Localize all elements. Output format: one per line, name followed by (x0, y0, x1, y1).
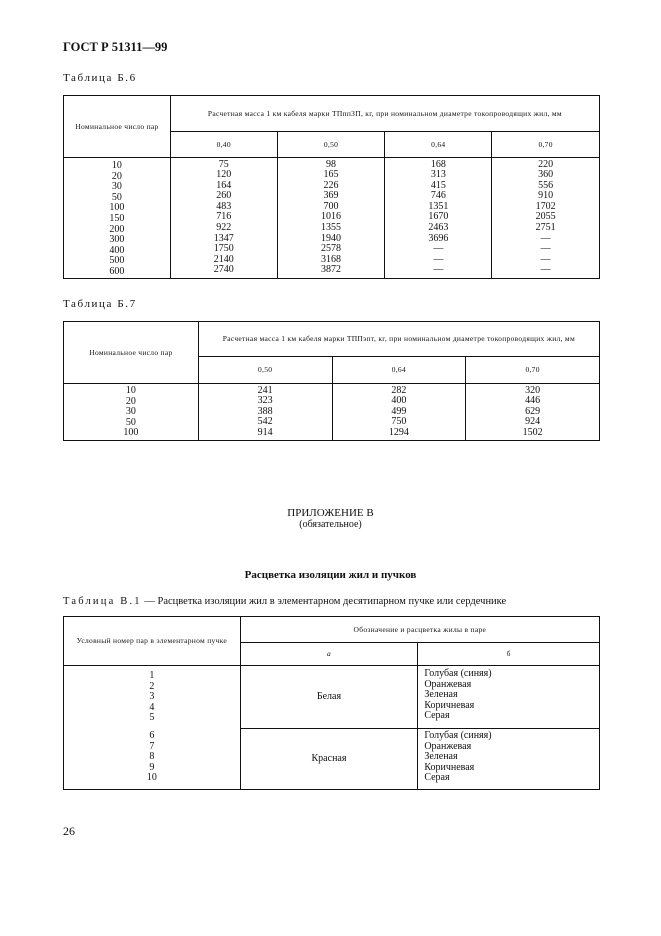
table-b6-diameter: 0,50 (277, 132, 385, 158)
table-cell: 750 (391, 416, 407, 428)
table-v1-caption (63, 596, 506, 607)
table-cell: — (540, 264, 551, 276)
table-cell: 241 (257, 384, 273, 396)
table-cell: 150 (109, 212, 125, 224)
table-cell: 910 (538, 190, 554, 202)
table-cell: 20 (111, 170, 122, 182)
table-cell: 924 (525, 416, 541, 428)
table-cell: 1347 (213, 232, 234, 244)
table-cell: 415 (430, 179, 446, 191)
table-cell: 369 (323, 190, 339, 202)
table-cell: 10 (125, 385, 136, 396)
table-cell: 700 (323, 200, 339, 212)
page-header: ГОСТ Р 51311—99 (63, 40, 168, 54)
table-cell: 164 (216, 179, 232, 191)
table-v1-caption-text: — Расцветка изоляции жил в элементарном десятипарном пучке или сердечнике (144, 596, 507, 607)
table-cell: 446 (525, 395, 541, 407)
table-b6-column-040 (170, 158, 277, 279)
table-v1-colors-b (418, 666, 600, 729)
table-cell: 50 (125, 416, 136, 428)
table-b6-caption: Таблица Б.6 (63, 72, 137, 84)
table-b7-group-header: Расчетная масса 1 км кабеля марки ТППэпт, кг, при номинальном диаметре токопроводящих жил, мм (198, 322, 599, 357)
table-cell: 1502 (522, 426, 543, 438)
table-cell: 2463 (428, 222, 449, 234)
table-cell: 4 (149, 701, 155, 713)
page-number: 26 (63, 824, 75, 838)
table-cell: 8 (149, 751, 155, 763)
table-cell: 313 (430, 169, 446, 181)
table-cell: 400 (391, 395, 407, 407)
table-cell: 120 (216, 169, 232, 181)
table-cell: Серая (424, 710, 450, 722)
table-v1-colors-b (418, 729, 600, 790)
table-b6-row-header: Номинальное число пар (64, 96, 171, 158)
table-cell: 75 (218, 158, 229, 170)
table-cell: 746 (430, 190, 446, 202)
table-cell: 200 (109, 223, 125, 235)
table-cell: 282 (391, 384, 407, 396)
table-cell: 3872 (321, 264, 342, 276)
table-b7-row-header: Номинальное число пар (64, 322, 199, 384)
table-b6-pairs-column (64, 158, 171, 279)
table-b7-pairs-column (64, 384, 199, 441)
table-b7-column-050 (198, 384, 332, 441)
table-v1-color-a: Красная (240, 729, 418, 790)
table-cell: 100 (123, 427, 139, 439)
table-cell: 165 (323, 169, 339, 181)
table-cell: 500 (109, 255, 125, 267)
table-cell: 483 (216, 200, 232, 212)
table-cell: 320 (525, 384, 541, 396)
appendix-subtitle: (обязательное) (299, 519, 362, 530)
table-cell: — (540, 253, 551, 265)
table-cell: 1702 (535, 200, 556, 212)
table-cell: 5 (149, 712, 155, 724)
table-v1 (63, 616, 600, 790)
table-cell: 323 (257, 395, 273, 407)
table-b6-diameter: 0,40 (170, 132, 277, 158)
table-cell: 1670 (428, 211, 449, 223)
table-v1-row-header: Условный номер пар в элементарном пучке (64, 617, 241, 666)
table-cell: 629 (525, 405, 541, 417)
table-cell: 716 (216, 211, 232, 223)
table-cell: 2740 (213, 264, 234, 276)
table-b6-diameter: 0,64 (385, 132, 492, 158)
table-cell: 6 (149, 729, 155, 741)
table-cell: 9 (149, 761, 155, 773)
table-cell: 1355 (321, 222, 342, 234)
table-cell: 1940 (321, 232, 342, 244)
table-v1-col-a: а (240, 643, 418, 666)
table-cell: 10 (146, 772, 157, 784)
table-b7-column-064 (332, 384, 466, 441)
table-cell: 2140 (213, 253, 234, 265)
appendix-title: ПРИЛОЖЕНИЕ В (287, 507, 374, 519)
table-cell: Коричневая (424, 761, 475, 773)
table-b7-diameter: 0,70 (466, 357, 600, 384)
table-cell: Голубая (синяя) (424, 668, 492, 679)
table-b6-group-header: Расчетная масса 1 км кабеля марки ТПппЗП, кг, при номинальном диаметре токопроводящих жил, мм (170, 96, 599, 132)
table-cell: 914 (257, 426, 273, 438)
table-cell: — (540, 243, 551, 255)
table-cell: — (433, 243, 444, 255)
table-v1-pairs-column (64, 666, 241, 790)
table-b6-column-050 (277, 158, 385, 279)
table-cell: 2055 (535, 211, 556, 223)
table-b6-diameter: 0,70 (492, 132, 600, 158)
table-cell: 1351 (428, 200, 449, 212)
table-cell: 388 (257, 405, 273, 417)
table-cell: 400 (109, 244, 125, 256)
table-cell: 20 (125, 395, 136, 407)
table-cell: 3696 (428, 232, 449, 244)
table-b7-caption: Таблица Б.7 (63, 298, 137, 310)
table-cell: 1 (149, 670, 155, 681)
table-b6 (63, 95, 600, 279)
table-cell: — (433, 253, 444, 265)
table-cell: 220 (538, 158, 554, 170)
table-cell: 499 (391, 405, 407, 417)
table-cell: 360 (538, 169, 554, 181)
table-cell: 542 (257, 416, 273, 428)
table-cell: 922 (216, 222, 232, 234)
table-b7-diameter: 0,64 (332, 357, 466, 384)
table-cell: Коричневая (424, 699, 475, 711)
table-cell: 600 (109, 265, 125, 277)
table-cell: 50 (111, 191, 122, 203)
table-cell: 226 (323, 179, 339, 191)
table-b7-column-070 (466, 384, 600, 441)
table-cell: 556 (538, 179, 554, 191)
table-cell: — (433, 264, 444, 276)
table-cell: Оранжевая (424, 678, 472, 690)
table-cell: 168 (430, 158, 446, 170)
table-b6-column-070 (492, 158, 600, 279)
table-b7-diameter: 0,50 (198, 357, 332, 384)
table-cell: 7 (149, 740, 155, 752)
table-cell: 30 (125, 406, 136, 418)
table-b7 (63, 321, 600, 441)
table-cell: 30 (111, 181, 122, 193)
appendix-heading: Расцветка изоляции жил и пучков (244, 569, 417, 581)
table-cell: Голубая (синяя) (424, 730, 492, 741)
table-cell: 3168 (321, 253, 342, 265)
table-cell: 3 (149, 691, 155, 703)
table-v1-col-b: б (418, 643, 600, 666)
table-b6-column-064 (385, 158, 492, 279)
table-cell: Серая (424, 772, 450, 784)
table-cell: 1750 (213, 243, 234, 255)
table-cell: 1294 (388, 426, 409, 438)
table-cell: 100 (109, 202, 125, 214)
table-cell: 1016 (321, 211, 342, 223)
table-cell: 2 (149, 680, 155, 692)
table-cell: Оранжевая (424, 740, 472, 752)
table-cell: 10 (111, 160, 122, 171)
table-cell: 98 (326, 158, 337, 170)
table-v1-group-header: Обозначение и расцветка жилы в паре (240, 617, 599, 643)
table-cell: 260 (216, 190, 232, 202)
table-v1-caption-label: Таблица В.1 (63, 596, 142, 607)
table-cell: Зеленая (424, 751, 458, 763)
table-cell: 300 (109, 234, 125, 246)
table-cell: 2751 (535, 222, 556, 234)
table-cell: — (540, 232, 551, 244)
table-v1-color-a: Белая (240, 666, 418, 729)
table-cell: Зеленая (424, 689, 458, 701)
table-cell: 2578 (321, 243, 342, 255)
